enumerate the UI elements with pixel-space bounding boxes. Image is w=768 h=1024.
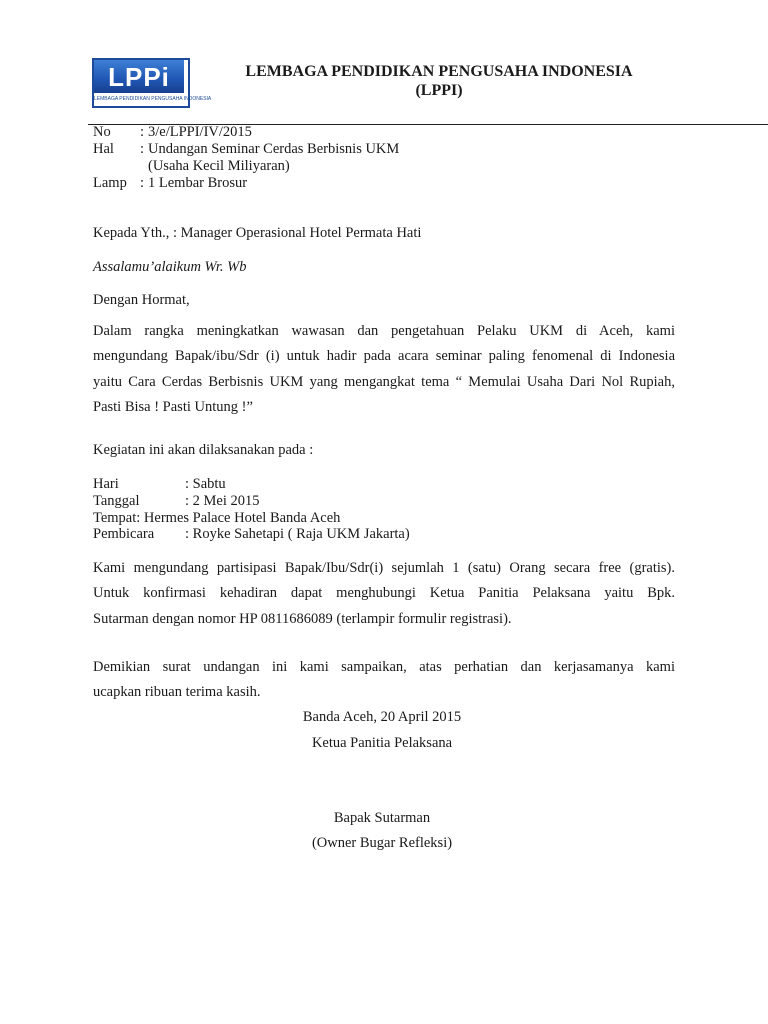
organization-abbreviation: (LPPI) <box>415 82 463 99</box>
greeting: Assalamu’alaikum Wr. Wb <box>93 259 247 275</box>
paragraph-invitation-line-3: yaitu Cara Cerdas Berbisnis UKM yang mengangkat tema “ Memulai Usaha Dari Nol Rupiah, <box>93 373 675 390</box>
event-day-label: Hari <box>93 476 119 492</box>
logo-text: LPPi <box>108 62 170 92</box>
signature-name: Bapak Sutarman <box>333 810 431 826</box>
paragraph-participation-line-2: Untuk konfirmasi kehadiran dapat menghubungi Ketua Panitia Pelaksana yaitu Bpk. <box>93 585 675 602</box>
meta-lamp-separator: : <box>140 175 145 191</box>
paragraph-closing-line-2: ucapkan ribuan terima kasih. <box>93 684 261 701</box>
paragraph-closing <box>93 655 675 706</box>
recipient: Kepada Yth., : Manager Operasional Hotel Permata Hati <box>93 225 422 241</box>
paragraph-participation-line-3: Sutarman dengan nomor HP 0811686089 (terlampir formulir registrasi). <box>93 610 512 627</box>
logo-banner <box>94 60 184 93</box>
event-date-label: Tanggal <box>93 493 140 509</box>
event-day-value: : Sabtu <box>185 476 226 492</box>
meta-no-value: 3/e/LPPI/IV/2015 <box>148 124 252 140</box>
paragraph-invitation <box>93 319 675 420</box>
meta-no-separator: : <box>140 124 145 140</box>
event-intro: Kegiatan ini akan dilaksanakan pada : <box>93 442 314 458</box>
paragraph-invitation-line-4: Pasti Bisa ! Pasti Untung !” <box>93 398 253 415</box>
signature-title: (Owner Bugar Refleksi) <box>311 835 453 851</box>
paragraph-participation-line-1: Kami mengundang partisipasi Bapak/Ibu/Sdr(i) sejumlah 1 (satu) Orang secara free (gratis). <box>93 560 675 576</box>
paragraph-invitation-line-2: mengundang Bapak/ibu/Sdr (i) untuk hadir pada acara seminar paling fenomenal di Indonesia <box>93 348 675 365</box>
meta-hal-label: Hal <box>93 141 114 157</box>
meta-no-label: No <box>93 124 111 140</box>
paragraph-closing-line-1: Demikian surat undangan ini kami sampaikan, atas perhatian dan kerjasamanya kami <box>93 659 675 675</box>
organization-name: LEMBAGA PENDIDIKAN PENGUSAHA INDONESIA <box>245 63 633 80</box>
meta-hal-value-2: (Usaha Kecil Miliyaran) <box>148 158 290 174</box>
event-speaker-value: : Royke Sahetapi ( Raja UKM Jakarta) <box>185 526 410 542</box>
event-date-value: : 2 Mei 2015 <box>185 493 260 509</box>
meta-lamp-value: 1 Lembar Brosur <box>148 175 248 191</box>
paragraph-invitation-line-1: Dalam rangka meningkatkan wawasan dan pengetahuan Pelaku UKM di Aceh, kami <box>93 323 675 339</box>
meta-hal-separator: : <box>140 141 145 157</box>
opening-salutation: Dengan Hormat, <box>93 292 190 308</box>
signature-position: Ketua Panitia Pelaksana <box>311 735 453 751</box>
meta-hal-value: Undangan Seminar Cerdas Berbisnis UKM <box>148 141 400 157</box>
event-speaker-label: Pembicara <box>93 526 155 542</box>
event-venue: Tempat: Hermes Palace Hotel Banda Aceh <box>93 510 341 526</box>
logo-subtitle: LEMBAGA PENDIDIKAN PENGUSAHA INDONESIA <box>94 96 212 102</box>
lppi-logo <box>92 58 212 108</box>
meta-lamp-label: Lamp <box>93 175 127 191</box>
signature-place-date: Banda Aceh, 20 April 2015 <box>302 709 462 725</box>
paragraph-participation <box>93 556 675 632</box>
